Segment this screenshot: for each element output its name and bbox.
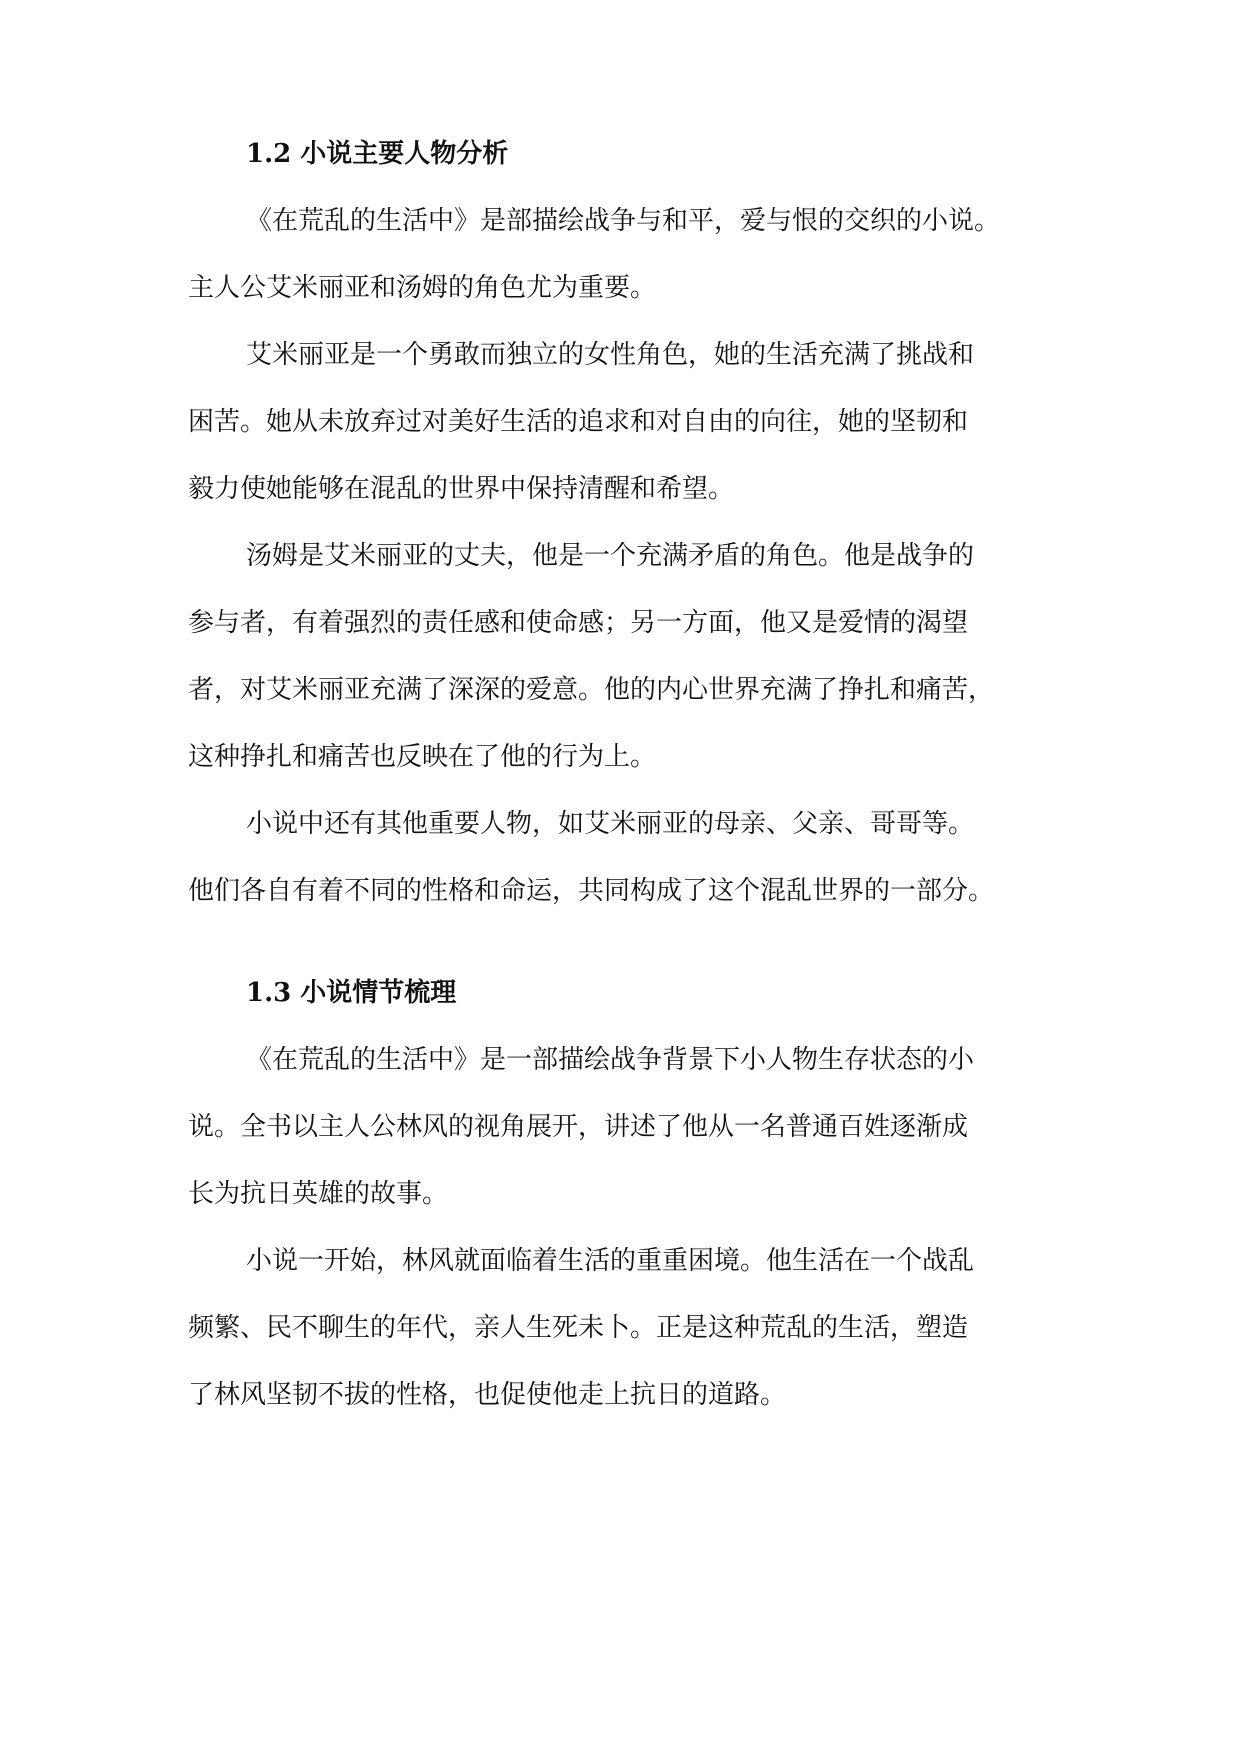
paragraph-line: 艾米丽亚是一个勇敢而独立的女性角色，她的生活充满了挑战和 — [246, 340, 975, 370]
paragraph-line: 了林风坚韧不拔的性格，也促使他走上抗日的道路。 — [188, 1380, 787, 1410]
paragraph-line: 者，对艾米丽亚充满了深深的爱意。他的内心世界充满了挣扎和痛苦， — [188, 675, 995, 705]
paragraph-line: 这种挣扎和痛苦也反映在了他的行为上。 — [188, 742, 657, 772]
paragraph-line: 长为抗日英雄的故事。 — [188, 1179, 449, 1209]
paragraph-line: 小说一开始，林风就面临着生活的重重困境。他生活在一个战乱 — [246, 1246, 975, 1276]
paragraph-line: 参与者，有着强烈的责任感和使命感；另一方面，他又是爱情的渴望 — [188, 608, 969, 638]
paragraph-line: 困苦。她从未放弃过对美好生活的追求和对自由的向往，她的坚韧和 — [188, 407, 969, 437]
paragraph-line: 主人公艾米丽亚和汤姆的角色尤为重要。 — [188, 273, 657, 303]
paragraph-line: 《在荒乱的生活中》是部描绘战争与和平，爱与恨的交织的小说。 — [246, 206, 1001, 236]
paragraph-line: 毅力使她能够在混乱的世界中保持清醒和希望。 — [188, 474, 735, 504]
paragraph-line: 频繁、民不聊生的年代，亲人生死未卜。正是这种荒乱的生活，塑造 — [188, 1313, 969, 1343]
paragraph-line: 汤姆是艾米丽亚的丈夫，他是一个充满矛盾的角色。他是战争的 — [246, 541, 975, 571]
section-heading: 1.2 小说主要人物分析 — [246, 139, 509, 169]
paragraph-line: 说。全书以主人公林风的视角展开，讲述了他从一名普通百姓逐渐成 — [188, 1112, 969, 1142]
paragraph-line: 《在荒乱的生活中》是一部描绘战争背景下小人物生存状态的小 — [246, 1045, 975, 1075]
section-heading: 1.3 小说情节梳理 — [246, 978, 457, 1008]
paragraph-line: 小说中还有其他重要人物，如艾米丽亚的母亲、父亲、哥哥等。 — [246, 809, 975, 839]
paragraph-line: 他们各自有着不同的性格和命运，共同构成了这个混乱世界的一部分。 — [188, 876, 995, 906]
